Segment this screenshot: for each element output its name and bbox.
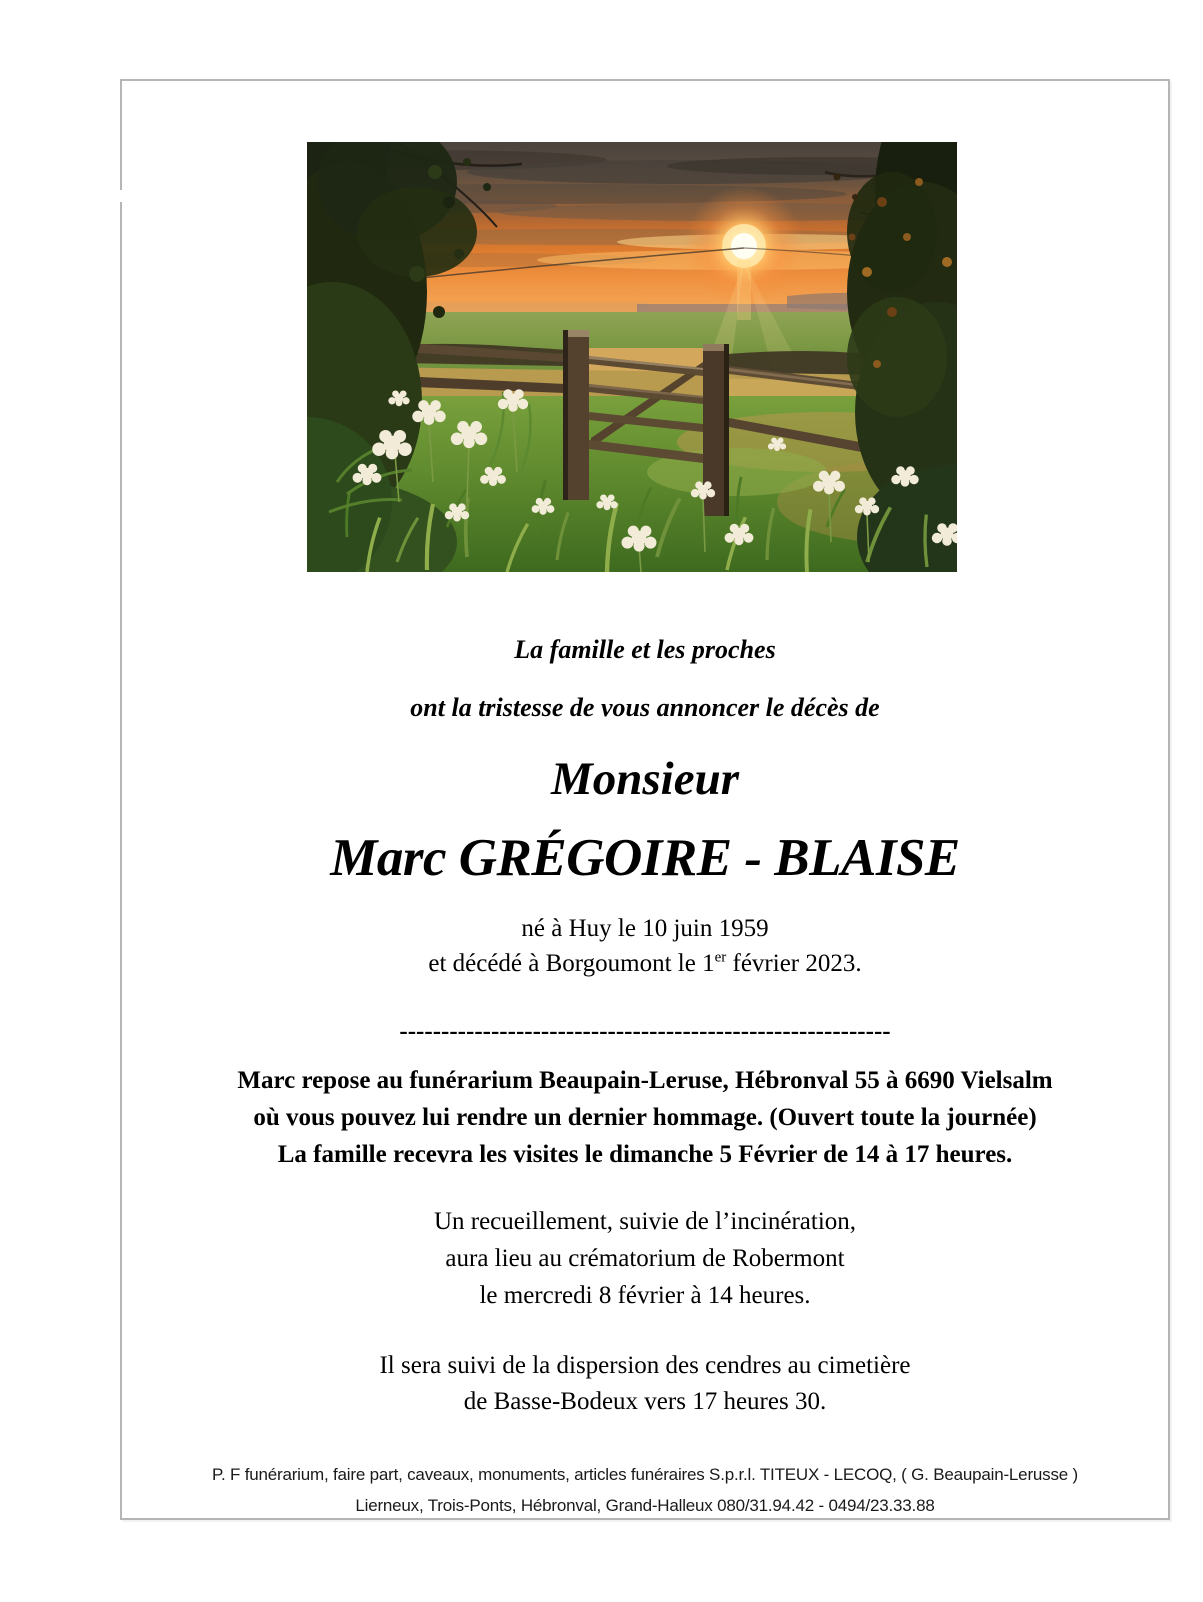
- funeral-home-footer-line: P. F funérarium, faire part, caveaux, monuments, articles funéraires S.p.r.l. TITEUX - LECOQ, ( G. Beaupain-Lerusse ): [212, 1465, 1078, 1484]
- memorial-photo: [307, 142, 957, 572]
- intro-line-2: ont la tristesse de vous annoncer le décès de: [410, 693, 880, 722]
- border-gap-artifact: [119, 190, 124, 202]
- dispersion-line: de Basse-Bodeux vers 17 heures 30.: [463, 1388, 827, 1415]
- ceremony-line: le mercredi 8 février à 14 heures.: [479, 1282, 811, 1309]
- death-line: et décédé à Borgoumont le 1er février 2023.: [428, 949, 862, 977]
- ceremony-line: Un recueillement, suivie de l’incinération,: [433, 1208, 857, 1235]
- ceremony-line: aura lieu au crématorium de Robermont: [445, 1245, 845, 1272]
- intro-line-1: La famille et les proches: [514, 635, 776, 664]
- funeral-home-footer-line: Lierneux, Trois-Ponts, Hébronval, Grand-Halleux 080/31.94.42 - 0494/23.33.88: [355, 1496, 935, 1515]
- deceased-title: Monsieur: [550, 753, 740, 805]
- ordinal-superscript: er: [714, 949, 727, 966]
- funeral-home-notice-line: Marc repose au funérarium Beaupain-Leruse, Hébronval 55 à 6690 Vielsalm: [237, 1067, 1053, 1094]
- dispersion-line: Il sera suivi de la dispersion des cendres au cimetière: [379, 1352, 911, 1379]
- dashed-separator: -----------------------------------------------------------: [399, 1018, 891, 1045]
- funeral-home-notice-line: où vous pouvez lui rendre un dernier hommage. (Ouvert toute la journée): [253, 1104, 1037, 1131]
- birth-line: né à Huy le 10 juin 1959: [521, 915, 769, 942]
- funeral-home-notice-line: La famille recevra les visites le dimanche 5 Février de 14 à 17 heures.: [277, 1141, 1013, 1168]
- deceased-name: Marc GRÉGOIRE - BLAISE: [330, 829, 960, 887]
- page-border: [120, 79, 1170, 1520]
